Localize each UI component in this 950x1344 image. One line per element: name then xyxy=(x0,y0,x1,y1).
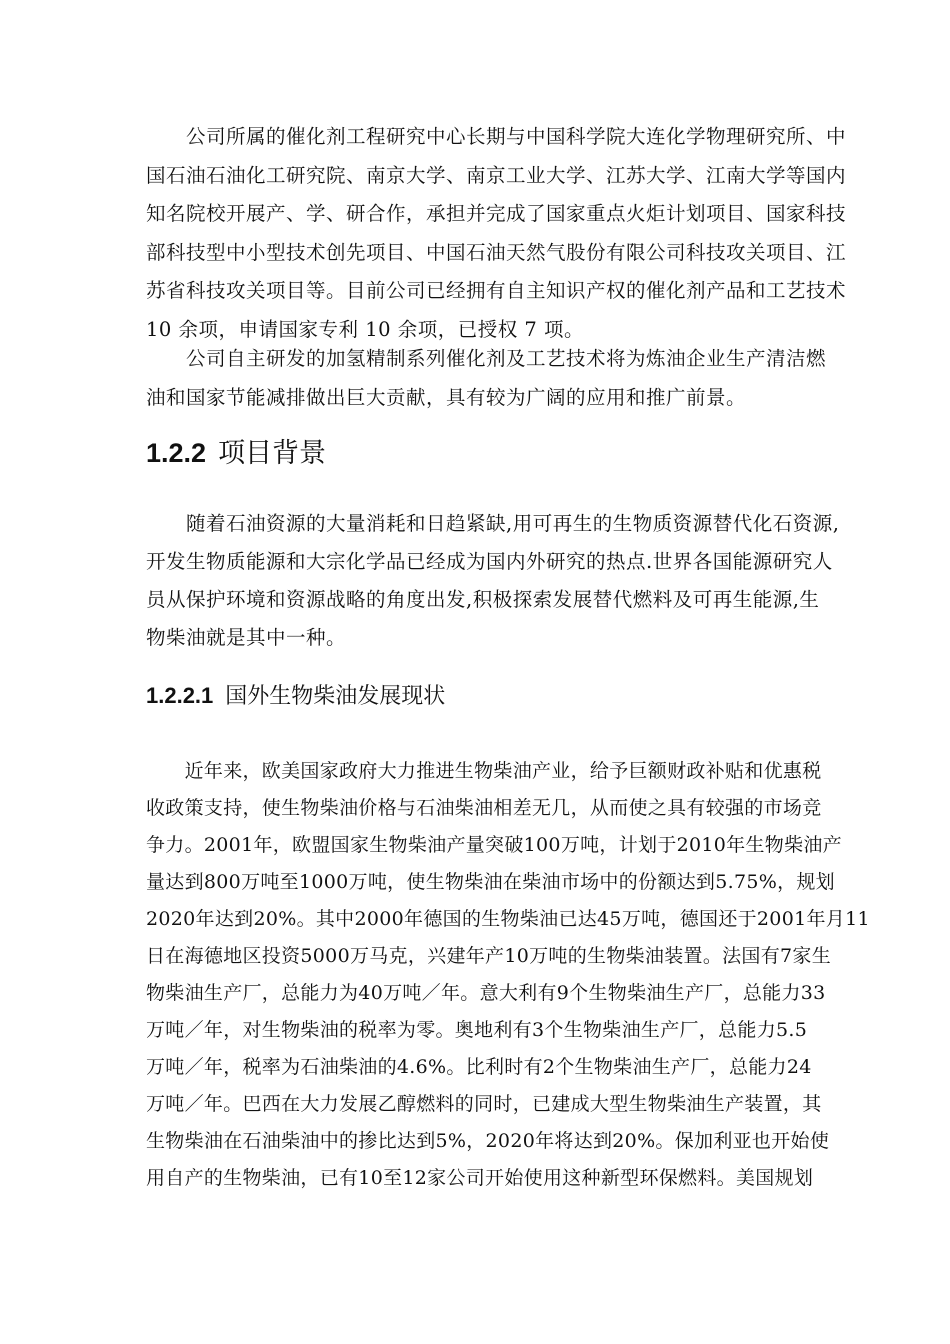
text-line: 物柴油就是其中一种。 xyxy=(146,626,347,649)
text-line: 部科技型中小型技术创先项目、中国石油天然气股份有限公司科技攻关项目、江 xyxy=(146,240,847,264)
text-line: 员从保护环境和资源战略的角度出发,积极探索发展替代燃料及可再生能源,生 xyxy=(146,588,820,611)
section-number: 1.2.2 xyxy=(146,438,207,468)
text-line: 公司所属的催化剂工程研究中心长期与中国科学院大连化学物理研究所、中 xyxy=(146,125,847,148)
paragraph-foreign-status xyxy=(146,753,870,1197)
subsection-number: 1.2.2.1 xyxy=(146,683,214,708)
text-line: 公司自主研发的加氢精制系列催化剂及工艺技术将为炼油企业生产清洁燃 xyxy=(146,347,827,370)
paragraph-research-cooperation xyxy=(146,118,847,349)
subsection-heading-foreign-biodiesel xyxy=(146,678,445,715)
text-line: 量达到800万吨至1000万吨，使生物柴油在柴油市场中的份额达到5.75%，规划 xyxy=(146,871,835,893)
text-line: 物柴油生产厂，总能力为40万吨／年。意大利有9个生物柴油生产厂，总能力33 xyxy=(146,982,826,1004)
text-line: 2020年达到20%。其中2000年德国的生物柴油已达45万吨，德国还于2001年月11 xyxy=(146,908,870,930)
text-line: 万吨／年。巴西在大力发展乙醇燃料的同时，已建成大型生物柴油生产装置，其 xyxy=(146,1093,822,1115)
paragraph-catalyst-prospects xyxy=(146,340,827,417)
text-line: 油和国家节能减排做出巨大贡献，具有较为广阔的应用和推广前景。 xyxy=(146,385,747,409)
text-line: 收政策支持，使生物柴油价格与石油柴油相差无几，从而使之具有较强的市场竞 xyxy=(146,797,822,819)
text-line: 随着石油资源的大量消耗和日趋紧缺,用可再生的生物质资源替代化石资源, xyxy=(146,512,840,535)
subsection-title: 国外生物柴油发展现状 xyxy=(225,684,446,709)
text-line: 用自产的生物柴油，已有10至12家公司开始使用这种新型环保燃料。美国规划 xyxy=(146,1167,814,1189)
text-line: 万吨／年，对生物柴油的税率为零。奥地利有3个生物柴油生产厂，总能力5.5 xyxy=(146,1019,808,1041)
text-line: 知名院校开展产、学、研合作，承担并完成了国家重点火炬计划项目、国家科技 xyxy=(146,202,847,225)
text-line: 万吨／年，税率为石油柴油的4.6%。比利时有2个生物柴油生产厂，总能力24 xyxy=(146,1056,812,1078)
text-line: 苏省科技攻关项目等。目前公司已经拥有自主知识产权的催化剂产品和工艺技术 xyxy=(146,279,847,302)
text-line: 生物柴油在石油柴油中的掺比达到5%，2020年将达到20%。保加利亚也开始使 xyxy=(146,1130,830,1152)
text-line: 国石油石油化工研究院、南京大学、南京工业大学、江苏大学、江南大学等国内 xyxy=(146,163,847,187)
text-line: 日在海德地区投资5000万马克，兴建年产10万吨的生物柴油装置。法国有7家生 xyxy=(146,945,832,967)
text-line: 开发生物质能源和大宗化学品已经成为国内外研究的热点.世界各国能源研究人 xyxy=(146,550,833,573)
section-title: 项目背景 xyxy=(218,438,327,469)
text-line: 近年来，欧美国家政府大力推进生物柴油产业，给予巨额财政补贴和优惠税 xyxy=(146,760,822,782)
section-heading-project-background xyxy=(146,433,326,474)
text-line: 10 余项，申请国家专利 10 余项，已授权 7 项。 xyxy=(146,317,585,341)
paragraph-background xyxy=(146,505,840,657)
text-line: 争力。2001年，欧盟国家生物柴油产量突破100万吨，计划于2010年生物柴油产 xyxy=(146,834,842,856)
